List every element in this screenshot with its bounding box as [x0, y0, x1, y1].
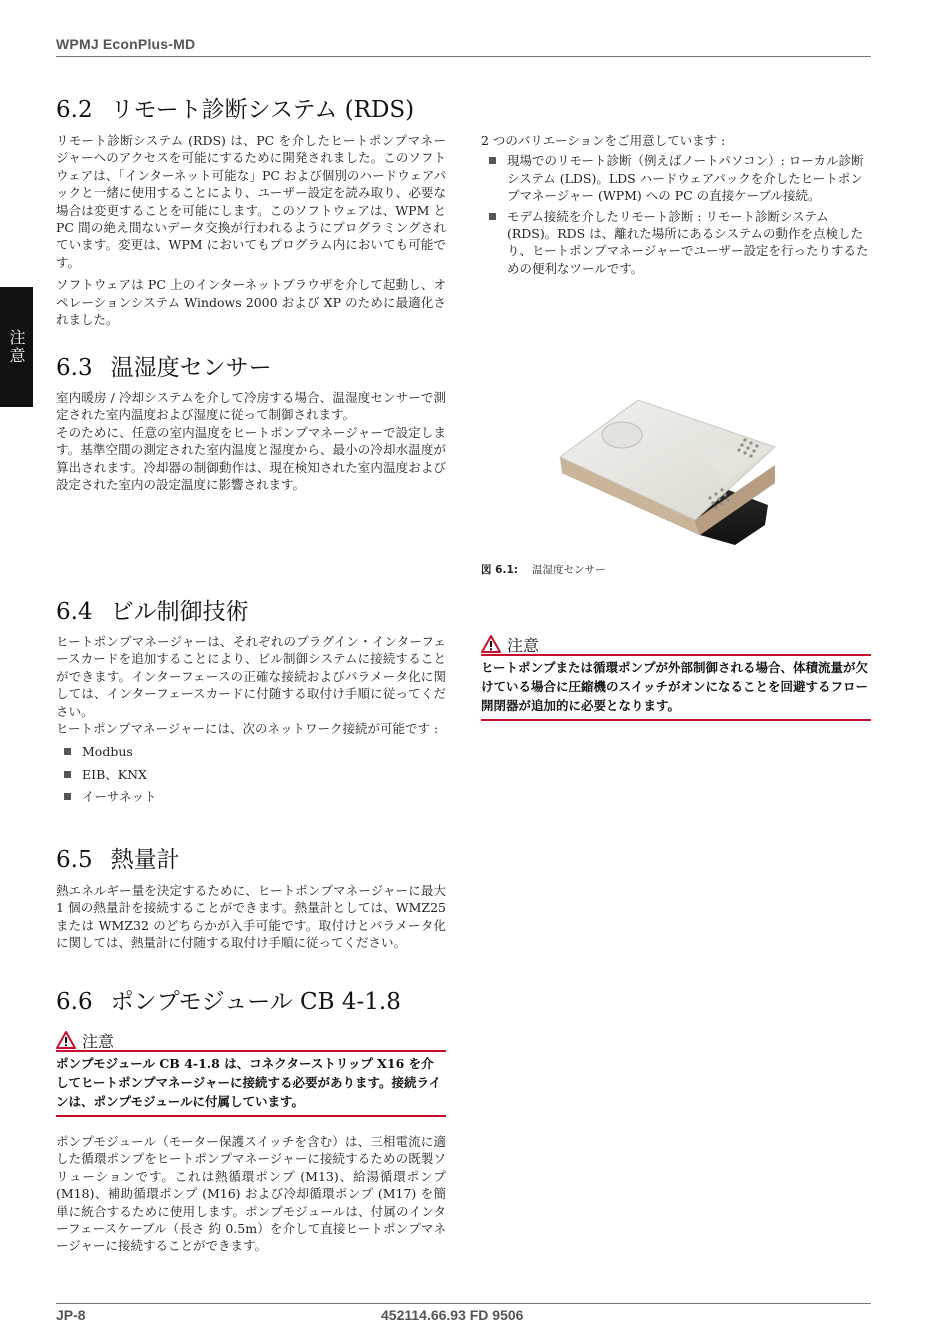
header-rule: [56, 56, 871, 57]
list-item: [56, 743, 446, 760]
paragraph: ヒートポンプマネージャーは、それぞれのプラグイン・インターフェースカードを追加することにより、ビル制御システムに接続することができます。インターフェースの正確な接続およびパラメータ化に関しては、インターフェースカードに付随する取付け手順に従ってください。: [56, 634, 446, 719]
section-number: 6.5: [56, 847, 93, 873]
list-item-text: Modbus: [82, 744, 133, 760]
caution-rule: [481, 654, 871, 656]
page-number: JP-8: [56, 1307, 86, 1323]
bullet-square-icon: [64, 748, 71, 755]
caution-header: [481, 634, 871, 654]
section-6-5: [56, 846, 446, 952]
bullet-square-icon: [64, 771, 71, 778]
caution-box: [481, 634, 871, 721]
section-heading: [56, 354, 446, 382]
section-6-6: [56, 988, 446, 1255]
section-title: 熱量計: [110, 847, 180, 873]
running-header: WPMJ EconPlus-MD: [56, 36, 196, 52]
caution-header: [56, 1030, 446, 1050]
paragraph: ポンプモジュール（モーター保護スイッチを含む）は、三相電流に適した循環ポンプをヒートポンプマネージャーに接続するための既製ソリューションです。これは熱循環ポンプ (M13)、給湯循環ポンプ (M18)、補助循環ポンプ (M16) および冷却循環ポンプ (M17) を簡単に統合するために使用します。ポンプモジュールは、付属のインターフェースケーブル（長さ 約 0.5m）を介して直接ヒートポンプマネージャーに接続することができます。: [56, 1134, 446, 1254]
footer-rule: [56, 1303, 871, 1304]
list-item-text: 現場でのリモート診断（例えばノートパソコン）: ローカル診断システム (LDS)。LDS ハードウェアパックを介したヒートポンプマネージャー (WPM) への PC の直接ケーブル接続。: [507, 153, 864, 204]
section-6-4: [56, 598, 446, 806]
humidity-sensor-image: [550, 395, 790, 550]
paragraph: ソフトウェアは PC 上のインターネットブラウザを介して起動し、オペレーションシステム Windows 2000 および XP のために最適化されました。: [56, 277, 446, 328]
variation-list: [481, 152, 871, 277]
section-heading: [56, 846, 446, 874]
list-item: [481, 208, 871, 278]
bullet-square-icon: [64, 793, 71, 800]
bullet-square-icon: [489, 213, 496, 220]
document-number: 452114.66.93 FD 9506: [381, 1307, 524, 1323]
warning-triangle-icon: [481, 635, 501, 653]
list-item: [56, 766, 446, 783]
caution-text: ヒートポンプまたは循環ポンプが外部制御される場合、体積流量が欠けている場合に圧縮機のスイッチがオンになることを回避するフロー開閉器が追加的に必要となります。: [481, 658, 871, 721]
bullet-square-icon: [489, 157, 496, 164]
list-item-text: EIB、KNX: [82, 766, 147, 782]
caution-box: [56, 1030, 446, 1117]
section-title: ビル制御技術: [110, 599, 249, 625]
paragraph: ヒートポンプマネージャーには、次のネットワーク接続が可能です :: [56, 721, 439, 737]
section-6-2: [56, 96, 446, 328]
network-list: [56, 743, 446, 805]
section-title: ポンプモジュール CB 4-1.8: [110, 989, 401, 1015]
figure-number: 図 6.1:: [481, 564, 518, 576]
caution-text: ポンプモジュール CB 4-1.8 は、コネクターストリップ X16 を介してヒートポンプマネージャーに接続する必要があります。接続ラインは、ポンプモジュールに付属しています。: [56, 1054, 446, 1117]
paragraph: 室内暖房 / 冷却システムを介して冷房する場合、温湿度センサーで測定された室内温度および湿度に従って制御されます。: [56, 390, 446, 423]
section-number: 6.2: [56, 97, 93, 123]
caution-rule: [56, 1050, 446, 1052]
side-tab-label: 注意: [7, 329, 26, 365]
section-heading: [56, 598, 446, 626]
section-title: リモート診断システム (RDS): [110, 97, 415, 123]
caution-label: 注意: [507, 635, 540, 655]
section-heading: [56, 96, 446, 124]
list-item: [481, 152, 871, 204]
list-item-text: モデム接続を介したリモート診断 : リモート診断システム (RDS)。RDS は、離れた場所にあるシステムの動作を点検したり、ヒートポンプマネージャーでユーザー設定を行ったりするための便利なツールです。: [507, 208, 869, 276]
variations-intro: 2 つのバリエーションをご用意しています :: [481, 133, 726, 148]
list-item: [56, 788, 446, 805]
section-title: 温湿度センサー: [110, 355, 272, 381]
figure-caption-text: 温湿度センサー: [531, 564, 606, 576]
section-number: 6.4: [56, 599, 93, 625]
caution-label: 注意: [82, 1031, 115, 1051]
section-heading: [56, 988, 446, 1016]
section-number: 6.3: [56, 355, 93, 381]
rds-variations: [481, 132, 871, 277]
side-tab: [0, 287, 33, 407]
paragraph: 熱エネルギー量を決定するために、ヒートポンプマネージャーに最大 1 個の熱量計を接続することができます。熱量計としては、WMZ25 または WMZ32 のどちらかが入手可能です。取付けとパラメータ化に関しては、熱量計に付随する取付け手順に従ってください。: [56, 883, 446, 951]
warning-triangle-icon: [56, 1031, 76, 1049]
list-item-text: イーサネット: [82, 789, 157, 805]
paragraph: リモート診断システム (RDS) は、PC を介したヒートポンプマネージャーへのアクセスを可能にするために開発されました。このソフトウェアは、「インターネット可能な」PC および個別のハードウェアパックと一緒に使用することにより、ユーザー設定を読み取り、必要な場合は変更することを可能にします。このソフトウェアは、WPM と PC 間の絶え間ないデータ交換が行われるようにプログラミングされています。変更は、WPM においてもプログラム内においても可能です。: [56, 133, 446, 270]
paragraph: そのために、任意の室内温度をヒートポンプマネージャーで設定します。基準空間の測定された室内温度と湿度から、最小の冷却水温度が算出されます。冷却器の制御動作は、現在検知された室内温度および設定された室内の設定温度に影響されます。: [56, 424, 446, 493]
section-number: 6.6: [56, 989, 93, 1015]
figure-caption: [481, 562, 605, 577]
section-6-3: [56, 354, 446, 493]
